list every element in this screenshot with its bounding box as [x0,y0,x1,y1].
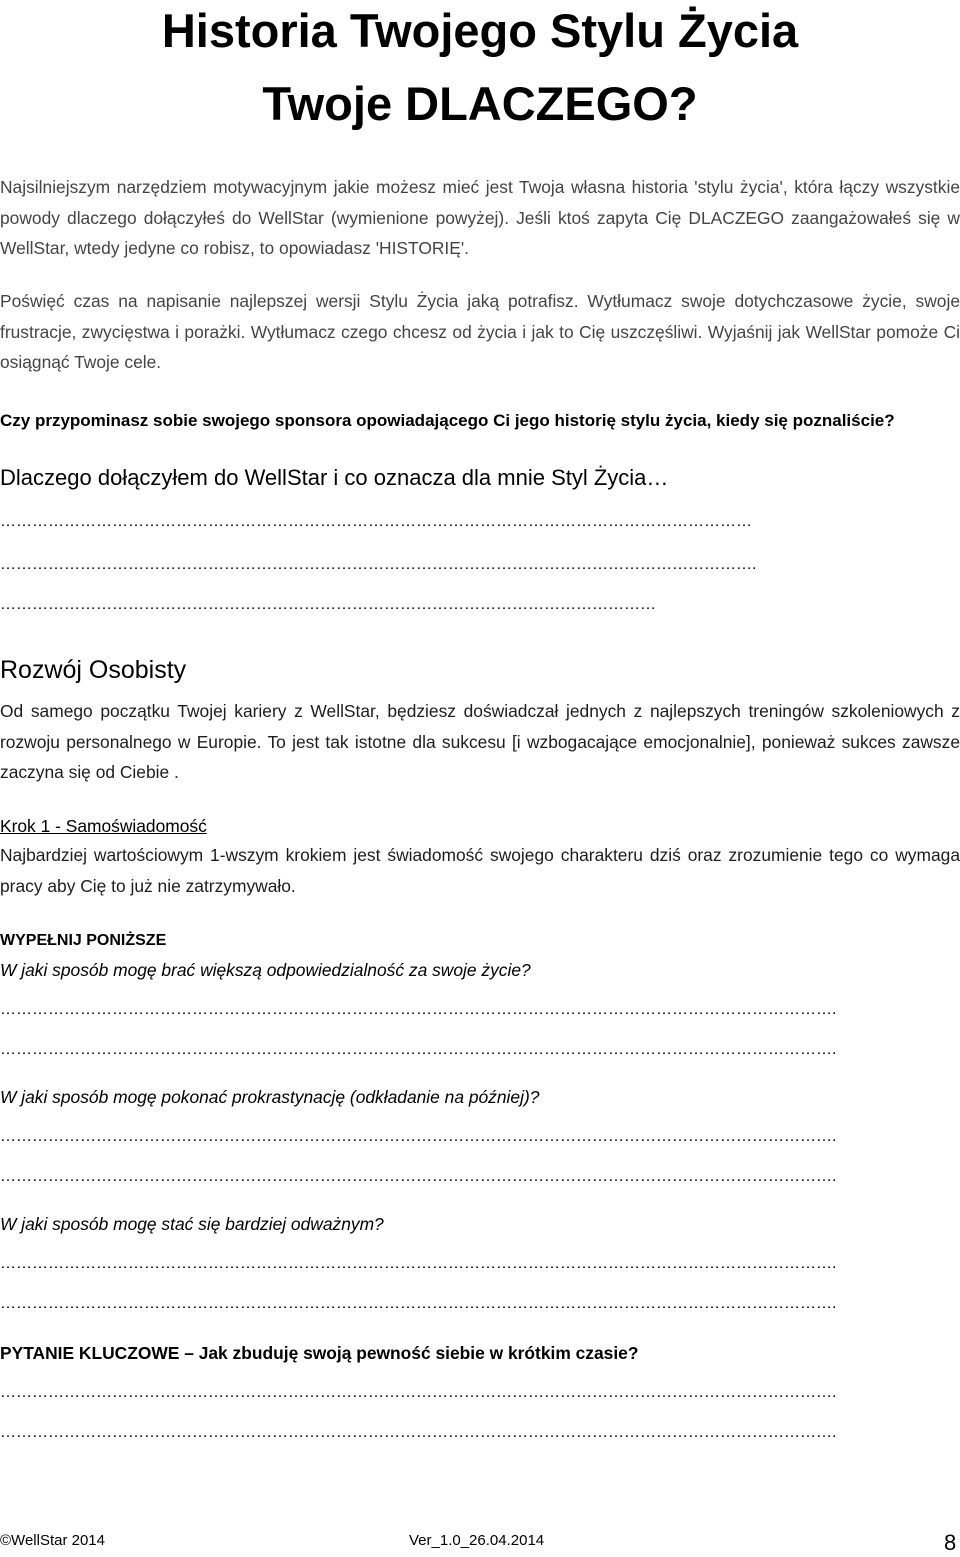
question-procrastination: W jaki sposób mogę pokonać prokrastynację (odkładanie na później)? [0,1087,540,1107]
footer-version: Ver_1.0_26.04.2014 [409,1532,545,1549]
page-subtitle: Twoje DLACZEGO? [262,77,698,130]
step1-heading: Krok 1 - Samoświadomość [0,816,207,836]
write-paragraph: Poświęć czas na napisanie najlepszej wersji Stylu Życia jaką potrafisz. Wytłumacz swoje dotychczasowe życie, swoje frustracje, zwycięstwa i porażki. Wytłumacz czego chcesz od życia i jak to Cię uszczęśliwi. Wyjaśnij jak WellStar pomoże Ci osiągnąć Twoje cele. [0,291,960,372]
answer-line: …………………………………………………………………………………………………………………………………………. [0,1424,837,1441]
footer-copyright: ©WellStar 2014 [0,1532,105,1549]
personal-development-heading: Rozwój Osobisty [0,656,187,684]
page-title: Historia Twojego Stylu Życia [161,4,799,57]
step1-paragraph: Najbardziej wartościowym 1-wszym krokiem jest świadomość swojego charakteru dziś oraz zrozumienie tego co wymaga pracy aby Cię to już nie zatrzymywało. [0,845,960,896]
answer-line: …………………………………………………………………………………………………………………………………………. [0,1295,837,1312]
why-answer-line: ……………………………………………………………………………………………………………………………. [0,556,757,573]
why-heading: Dlaczego dołączyłem do WellStar i co oznacza dla mnie Styl Życia… [0,465,669,490]
personal-development-paragraph: Od samego początku Twojej kariery z WellStar, będziesz doświadczał jednych z najlepszych treningów szkoleniowych z rozwoju personalnego w Europie. To jest tak istotne dla sukcesu [i wzbogacające emocjonalnie], ponieważ sukces zawsze zaczyna się od Ciebie . [0,701,960,782]
answer-line: …………………………………………………………………………………………………………………………………………. [0,1041,837,1058]
question-responsibility: W jaki sposób mogę brać większą odpowiedzialność za swoje życie? [0,960,531,980]
fill-below-heading: WYPEŁNIJ PONIŻSZE [0,932,167,949]
why-answer-line: …………………………………………………………………………………………………………………………… [0,513,752,530]
sponsor-question: Czy przypominasz sobie swojego sponsora opowiadającego Ci jego historię stylu życia, kiedy się poznaliście? [0,411,895,430]
key-question: PYTANIE KLUCZOWE – Jak zbuduję swoją pewność siebie w krótkim czasie? [0,1343,639,1363]
page-number: 8 [944,1530,957,1555]
answer-line: …………………………………………………………………………………………………………………………………………. [0,1001,837,1018]
answer-line: …………………………………………………………………………………………………………………………………………. [0,1384,837,1401]
why-answer-line: …………………………………………………………………………………………………………… [0,596,656,613]
answer-line: …………………………………………………………………………………………………………………………………………. [0,1168,837,1185]
answer-line: …………………………………………………………………………………………………………………………………………. [0,1128,837,1145]
answer-line: …………………………………………………………………………………………………………………………………………. [0,1255,837,1272]
intro-paragraph: Najsilniejszym narzędziem motywacyjnym jakie możesz mieć jest Twoja własna historia 'stylu życia', która łączy wszystkie powody dlaczego dołączyłeś do WellStar (wymienione powyżej). Jeśli ktoś zapyta Cię DLACZEGO zaangażowałeś się w WellStar, wtedy jedyne co robisz, to opowiadasz 'HISTORIĘ'. [0,177,960,258]
question-courage: W jaki sposób mogę stać się bardziej odważnym? [0,1214,384,1234]
